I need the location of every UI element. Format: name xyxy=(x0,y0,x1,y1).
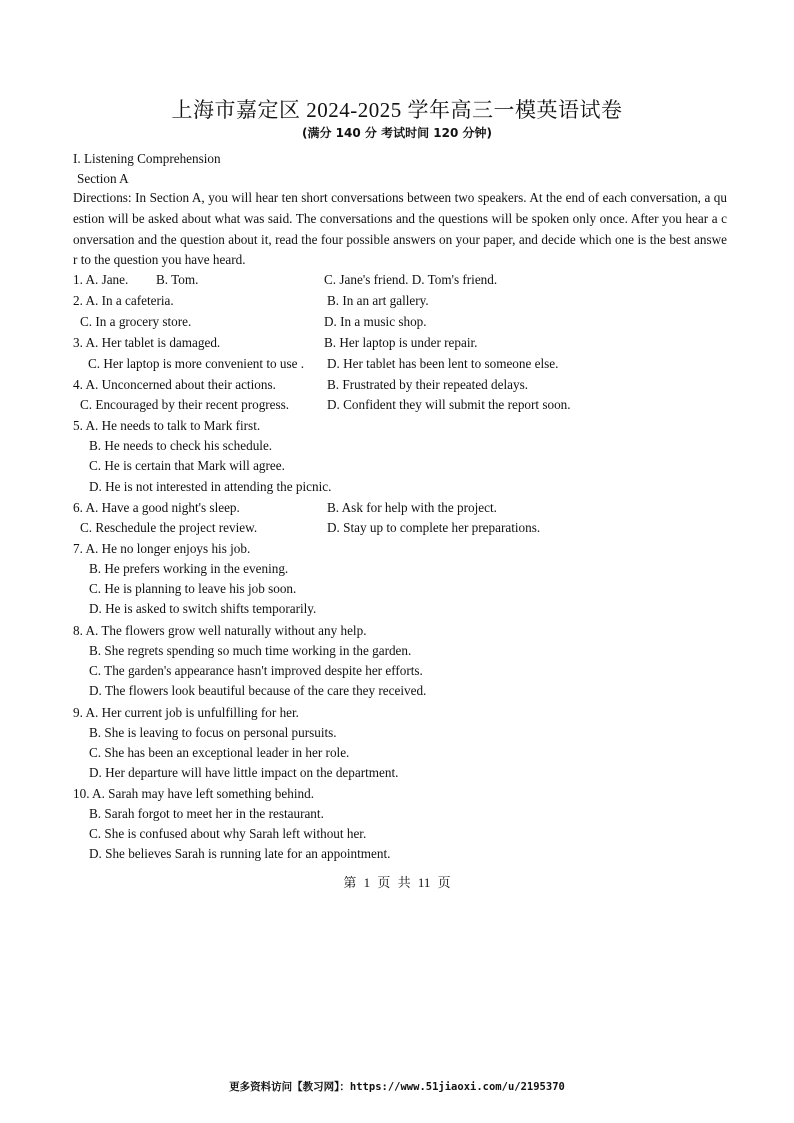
q3-option-c: C. Her laptop is more convenient to use . xyxy=(88,356,305,371)
q3-option-a: 3. A. Her tablet is damaged. xyxy=(73,335,221,350)
q5-option-a: 5. A. He needs to talk to Mark first. xyxy=(73,418,261,433)
page-number: 第 1 页 共 11 页 xyxy=(343,875,451,890)
q1-option-b: B. Tom. xyxy=(156,272,199,287)
q7-option-a: 7. A. He no longer enjoys his job. xyxy=(73,541,251,556)
document-subtitle: (满分 140 分 考试时间 120 分钟) xyxy=(302,126,492,140)
q10-option-b: B. Sarah forgot to meet her in the restaurant. xyxy=(89,806,324,821)
q6-option-d: D. Stay up to complete her preparations. xyxy=(327,520,541,535)
q8-option-c: C. The garden's appearance hasn't improved despite her efforts. xyxy=(89,663,423,678)
q4-option-b: B. Frustrated by their repeated delays. xyxy=(327,377,529,392)
part-heading: I. Listening Comprehension xyxy=(73,151,221,166)
q2-option-d: D. In a music shop. xyxy=(324,314,427,329)
section-heading: Section A xyxy=(77,171,129,186)
q10-option-a: 10. A. Sarah may have left something behind. xyxy=(73,786,314,801)
q9-option-a: 9. A. Her current job is unfulfilling for her. xyxy=(73,705,299,720)
directions-text: Directions: In Section A, you will hear ten short conversations between two speakers. At the end of each conversation, a question will be asked about what was said. The conversations and the questions will be spoken only once. After you hear a conversation and the question about it, read the four possible answers on your paper, and decide which one is the best answer to the question you have heard. xyxy=(73,190,727,268)
q6-option-b: B. Ask for help with the project. xyxy=(327,500,497,515)
q1-option-cd: C. Jane's friend. D. Tom's friend. xyxy=(324,272,498,287)
q1-option-a: 1. A. Jane. xyxy=(73,272,129,287)
q9-option-c: C. She has been an exceptional leader in her role. xyxy=(89,745,350,760)
q3-option-b: B. Her laptop is under repair. xyxy=(324,335,478,350)
q9-option-b: B. She is leaving to focus on personal pursuits. xyxy=(89,725,337,740)
q6-option-c: C. Reschedule the project review. xyxy=(80,520,258,535)
q7-option-c: C. He is planning to leave his job soon. xyxy=(89,581,297,596)
q10-option-d: D. She believes Sarah is running late for an appointment. xyxy=(89,846,391,861)
q4-option-a: 4. A. Unconcerned about their actions. xyxy=(73,377,276,392)
q9-option-d: D. Her departure will have little impact on the department. xyxy=(89,765,399,780)
document-title: 上海市嘉定区 2024-2025 学年高三一模英语试卷 xyxy=(171,98,623,122)
q7-option-d: D. He is asked to switch shifts temporarily. xyxy=(89,601,317,616)
q2-option-c: C. In a grocery store. xyxy=(80,314,192,329)
q4-option-c: C. Encouraged by their recent progress. xyxy=(80,397,290,412)
q8-option-a: 8. A. The flowers grow well naturally without any help. xyxy=(73,623,367,638)
q4-option-d: D. Confident they will submit the report soon. xyxy=(327,397,571,412)
q2-option-a: 2. A. In a cafeteria. xyxy=(73,293,174,308)
q3-option-d: D. Her tablet has been lent to someone else. xyxy=(327,356,559,371)
q10-option-c: C. She is confused about why Sarah left without her. xyxy=(89,826,367,841)
q2-option-b: B. In an art gallery. xyxy=(327,293,429,308)
q8-option-d: D. The flowers look beautiful because of the care they received. xyxy=(89,683,427,698)
q6-option-a: 6. A. Have a good night's sleep. xyxy=(73,500,240,515)
q5-option-d: D. He is not interested in attending the picnic. xyxy=(89,479,332,494)
q8-option-b: B. She regrets spending so much time working in the garden. xyxy=(89,643,412,658)
q7-option-b: B. He prefers working in the evening. xyxy=(89,561,289,576)
q5-option-b: B. He needs to check his schedule. xyxy=(89,438,273,453)
q5-option-c: C. He is certain that Mark will agree. xyxy=(89,458,285,473)
watermark-link[interactable]: 更多资料访问【教习网】：https://www.51jiaoxi.com/u/2195370 xyxy=(229,1081,565,1093)
